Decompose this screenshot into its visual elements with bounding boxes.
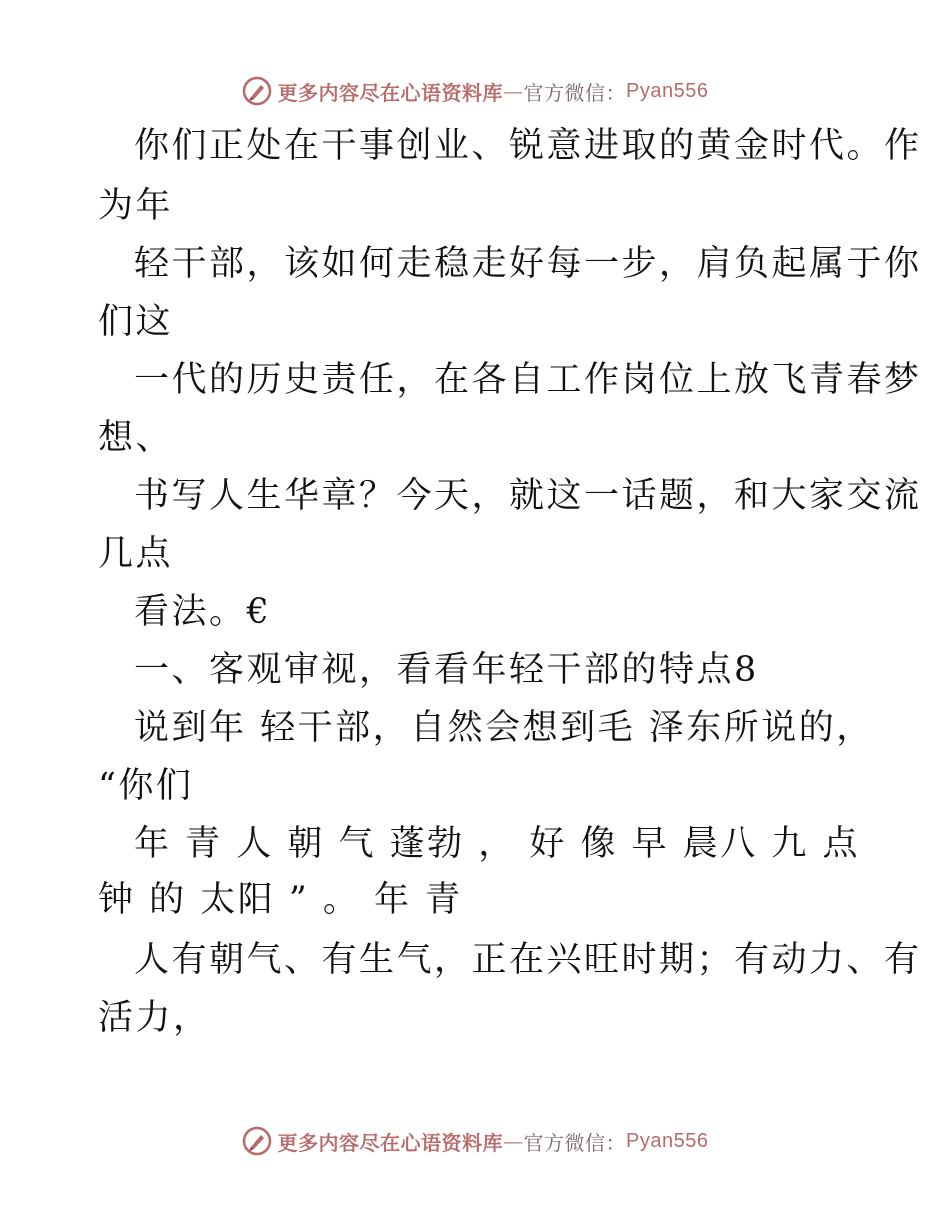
header-watermark xyxy=(0,71,950,111)
watermark-brand: 更多内容尽在心语资料库 xyxy=(277,1130,504,1155)
text-line: 为年 xyxy=(98,186,174,226)
text-line: 书写人生华章？今天，就这一话题，和大家交流 xyxy=(134,476,922,516)
text-line: 钟 的 太阳 ” 。 年 青 xyxy=(98,880,463,920)
text-line: 说到年 轻干部，自然会想到毛 泽东所说的， xyxy=(134,708,874,748)
watermark-wechat-label: 官方微信： xyxy=(523,80,627,105)
watermark-wechat-label: 官方微信： xyxy=(523,1130,627,1155)
watermark-wechat-id: Pyan556 xyxy=(626,79,709,102)
pen-logo-icon xyxy=(242,1126,272,1156)
text-line: 年 青 人 朝 气 蓬勃 ， 好 像 早 晨八 九 点 xyxy=(134,824,861,864)
text-line: 人有朝气、有生气，正在兴旺时期；有动力、有 xyxy=(134,940,922,980)
text-line: 一代的历史责任，在各自工作岗位上放飞青春梦 xyxy=(134,360,922,400)
text-line: 活力， xyxy=(98,998,211,1038)
section-heading: 一、客观审视，看看年轻干部的特点8 xyxy=(134,650,759,690)
watermark-separator: — xyxy=(503,1129,524,1153)
watermark-brand: 更多内容尽在心语资料库 xyxy=(277,80,504,105)
text-line: 几点 xyxy=(98,534,174,574)
text-line: 们这 xyxy=(98,302,174,342)
watermark-wechat-id: Pyan556 xyxy=(626,1129,709,1152)
watermark-separator: — xyxy=(503,79,524,103)
text-line: 想、 xyxy=(98,418,174,458)
footer-watermark xyxy=(0,1121,950,1161)
text-line: 你们正处在干事创业、锐意进取的黄金时代。作 xyxy=(134,126,922,166)
pen-logo-icon xyxy=(242,76,272,106)
text-line: 看法。€ xyxy=(134,592,272,632)
text-line: “你们 xyxy=(98,766,194,806)
text-line: 轻干部，该如何走稳走好每一步，肩负起属于你 xyxy=(134,244,922,284)
